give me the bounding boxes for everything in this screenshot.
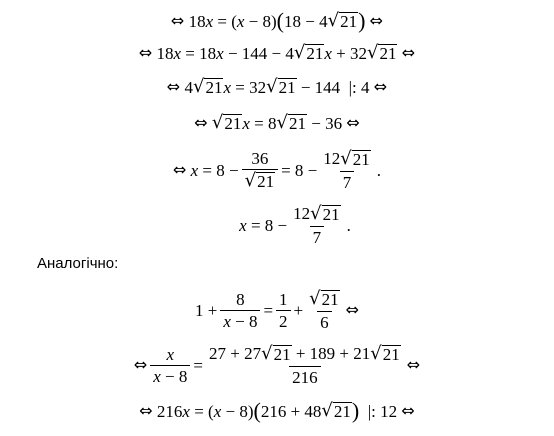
fraction-sqrt21-over-6: √ 21 6 xyxy=(309,288,339,332)
fraction-8-over-x-8: $\frac{8}{x - 8}$ xyxy=(220,291,260,330)
section-label: Аналогічно: xyxy=(37,255,119,272)
fraction-result: 12 √ 21 7 xyxy=(293,203,340,247)
equation-line-1: ⇔ 18 x = ( x − 8) ( 18 − 4 √ 21 ) ⇔ xyxy=(170,8,384,33)
fraction-36-over-sqrt21: 36 √ 21 xyxy=(242,150,278,191)
equation-line-3: ⇔ 4 √ 21 x = 32 √ 21 − 144 |: 4 ⇔ xyxy=(166,76,388,97)
equation-line-9: ⇔ 216 x = ( x − 8) ( 216 + 48 √ 21 ) |: 12 ⇔ xyxy=(139,398,415,423)
equation-line-6: x = 8 − 12 √ 21 7 . xyxy=(239,203,351,247)
equation-line-2: ⇔ 18 x = 18 x − 144 − 4 √ 21 x + 32 √ 21 ⇔ xyxy=(138,42,416,63)
fraction-x-over-x-8: $\frac{x}{x - 8}$ xyxy=(150,346,190,385)
equation-line-8: ⇔ $\frac{x}{x - 8}$ = 27 + 27 √ 21 + 189 + 21 √ 21 216 ⇔ xyxy=(133,343,421,387)
equation-line-7: 1 + $\frac{8}{x - 8}$ = $\frac{1}{2}$ + √ 21 6 ⇔ xyxy=(194,288,360,332)
fraction-12sqrt21-over-7: 12 √ 21 7 xyxy=(323,148,370,192)
fraction-1-over-2: $\frac{1}{2}$ xyxy=(276,291,291,330)
fraction-sum-over-216: 27 + 27 √ 21 + 189 + 21 √ 21 216 xyxy=(208,343,400,387)
equation-line-4: ⇔ √ 21 x = 8 √ 21 − 36 ⇔ xyxy=(194,112,360,133)
equation-line-5: ⇔ x = 8 − 36 √ 21 = 8 − 12 √ 21 7 . xyxy=(172,148,382,192)
